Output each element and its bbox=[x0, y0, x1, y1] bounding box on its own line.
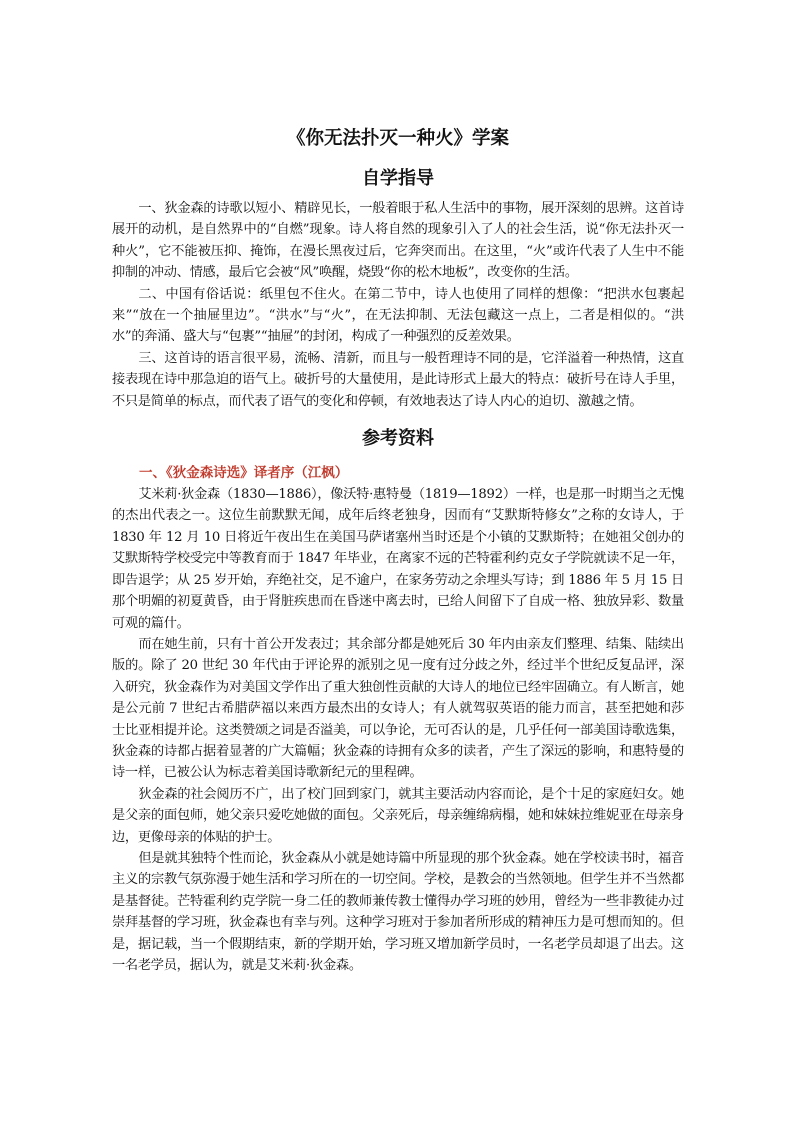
guide-paragraph-3: 三、这首诗的语言很平易，流畅、清新，而且与一般哲理诗不同的是，它洋溢着一种热情，这直接表现在诗中那急迫的语气上。破折号的大量使用，是此诗形式上最大的特点：破折号在诗人手里，不只是简单的标点，而代表了语气的变化和停顿，有效地表达了诗人内心的迫切、激越之情。 bbox=[112, 350, 684, 409]
references-heading: 参考资料 bbox=[362, 428, 434, 450]
reference-paragraph-4: 但是就其独特个性而论，狄金森从小就是她诗篇中所显现的那个狄金森。她在学校读书时，福音主义的宗教气氛弥漫于她生活和学习所在的一切空间。学校，是教会的当然领地。但学生并不当然都是基督徒。芒特霍利约克学院一身二任的教师兼传教士懂得办学习班的妙用，曾经为一些非教徒办过崇拜基督的学习班，狄金森也有幸与列。这种学习班对于参加者所形成的精神压力是可想而知的。但是，据记载，当一个假期结束，新的学期开始，学习班又增加新学员时，一名老学员却退了出去。这一名老学员，据认为，就是艾米莉·狄金森。 bbox=[112, 850, 684, 973]
references-section bbox=[112, 426, 684, 976]
references-subheading: 一、《狄金森诗选》译者序（江枫） bbox=[139, 465, 349, 482]
reference-paragraph-2: 而在她生前，只有十首公开发表过；其余部分都是她死后 30 年内由亲友们整理、结集、陆续出版的。除了 20 世纪 30 年代由于评论界的派别之见一度有过分歧之外，经过半个世纪反复品评，深入研究，狄金森作为对美国文学作出了重大独创性贡献的大诗人的地位已经牢固确立。有人断言，她是公元前 7 世纪古希腊萨福以来西方最杰出的女诗人；有人就驾驭英语的能力而言，甚至把她和莎士比亚相提并论。这类赞颂之词是否溢美，可以争论，无可否认的是，几乎任何一部美国诗歌选集，狄金森的诗都占据着显著的广大篇幅；狄金森的诗拥有众多的读者，产生了深远的影响，和惠特曼的诗一样，已被公认为标志着美国诗歌新纪元的里程碑。 bbox=[112, 636, 684, 781]
document-title: 《你无法扑灭一种火》学案 bbox=[286, 128, 509, 149]
guide-heading: 自学指导 bbox=[362, 168, 434, 189]
reference-paragraph-1: 艾米莉·狄金森（1830—1886），像沃特·惠特曼（1819—1892）一样，也是那一时期当之无愧的杰出代表之一。这位生前默默无闻，成年后终老独身，因而有“艾默斯特修女”之称的女诗人，于 1830 年 12 月 10 日将近午夜出生在美国马萨诸塞州当时还是个小镇的艾默斯特；在她祖父创办的艾默斯特学校受完中等教育而于 1847 年毕业，在离家不远的芒特霍利约克女子学院就读不足一年，即告退学；从 25 岁开始，弃绝社交，足不逾户，在家务劳动之余埋头写诗；到 1886 年 5 月 15 日那个明媚的初夏黄昏，由于肾脏疾患而在昏迷中离去时，已给人间留下了自成一格、独放异彩、数量可观的篇什。 bbox=[112, 487, 684, 631]
self-study-guide-section bbox=[112, 166, 684, 412]
document-page bbox=[112, 126, 684, 976]
guide-paragraph-2: 二、中国有俗话说：纸里包不住火。在第二节中，诗人也使用了同样的想像：“把洪水包裹起来”“放在一个抽屉里边”。“洪水”与“火”，在无法抑制、无法包藏这一点上，二者是相似的。“洪水”的奔涌、盛大与“包裹”“抽屉”的封闭，构成了一种强烈的反差效果。 bbox=[112, 286, 684, 345]
reference-paragraph-3: 狄金森的社会阅历不广，出了校门回到家门，就其主要活动内容而论，是个十足的家庭妇女。她是父亲的面包师，她父亲只爱吃她做的面包。父亲死后，母亲缠绵病榻，她和妹妹拉维妮亚在母亲身边，更像母亲的体贴的护士。 bbox=[112, 786, 684, 845]
guide-paragraph-1: 一、狄金森的诗歌以短小、精辟见长，一般着眼于私人生活中的事物，展开深刻的思辨。这首诗展开的动机，是自然界中的“自燃”现象。诗人将自然的现象引入了人的社会生活，说“你无法扑灭一种火”，它不能被压抑、掩饰，在漫长黑夜过后，它奔突而出。在这里，“火”或许代表了人生中不能抑制的冲动、情感，最后它会被“风”唤醒，烧毁“你的松木地板”，改变你的生活。 bbox=[112, 201, 684, 281]
